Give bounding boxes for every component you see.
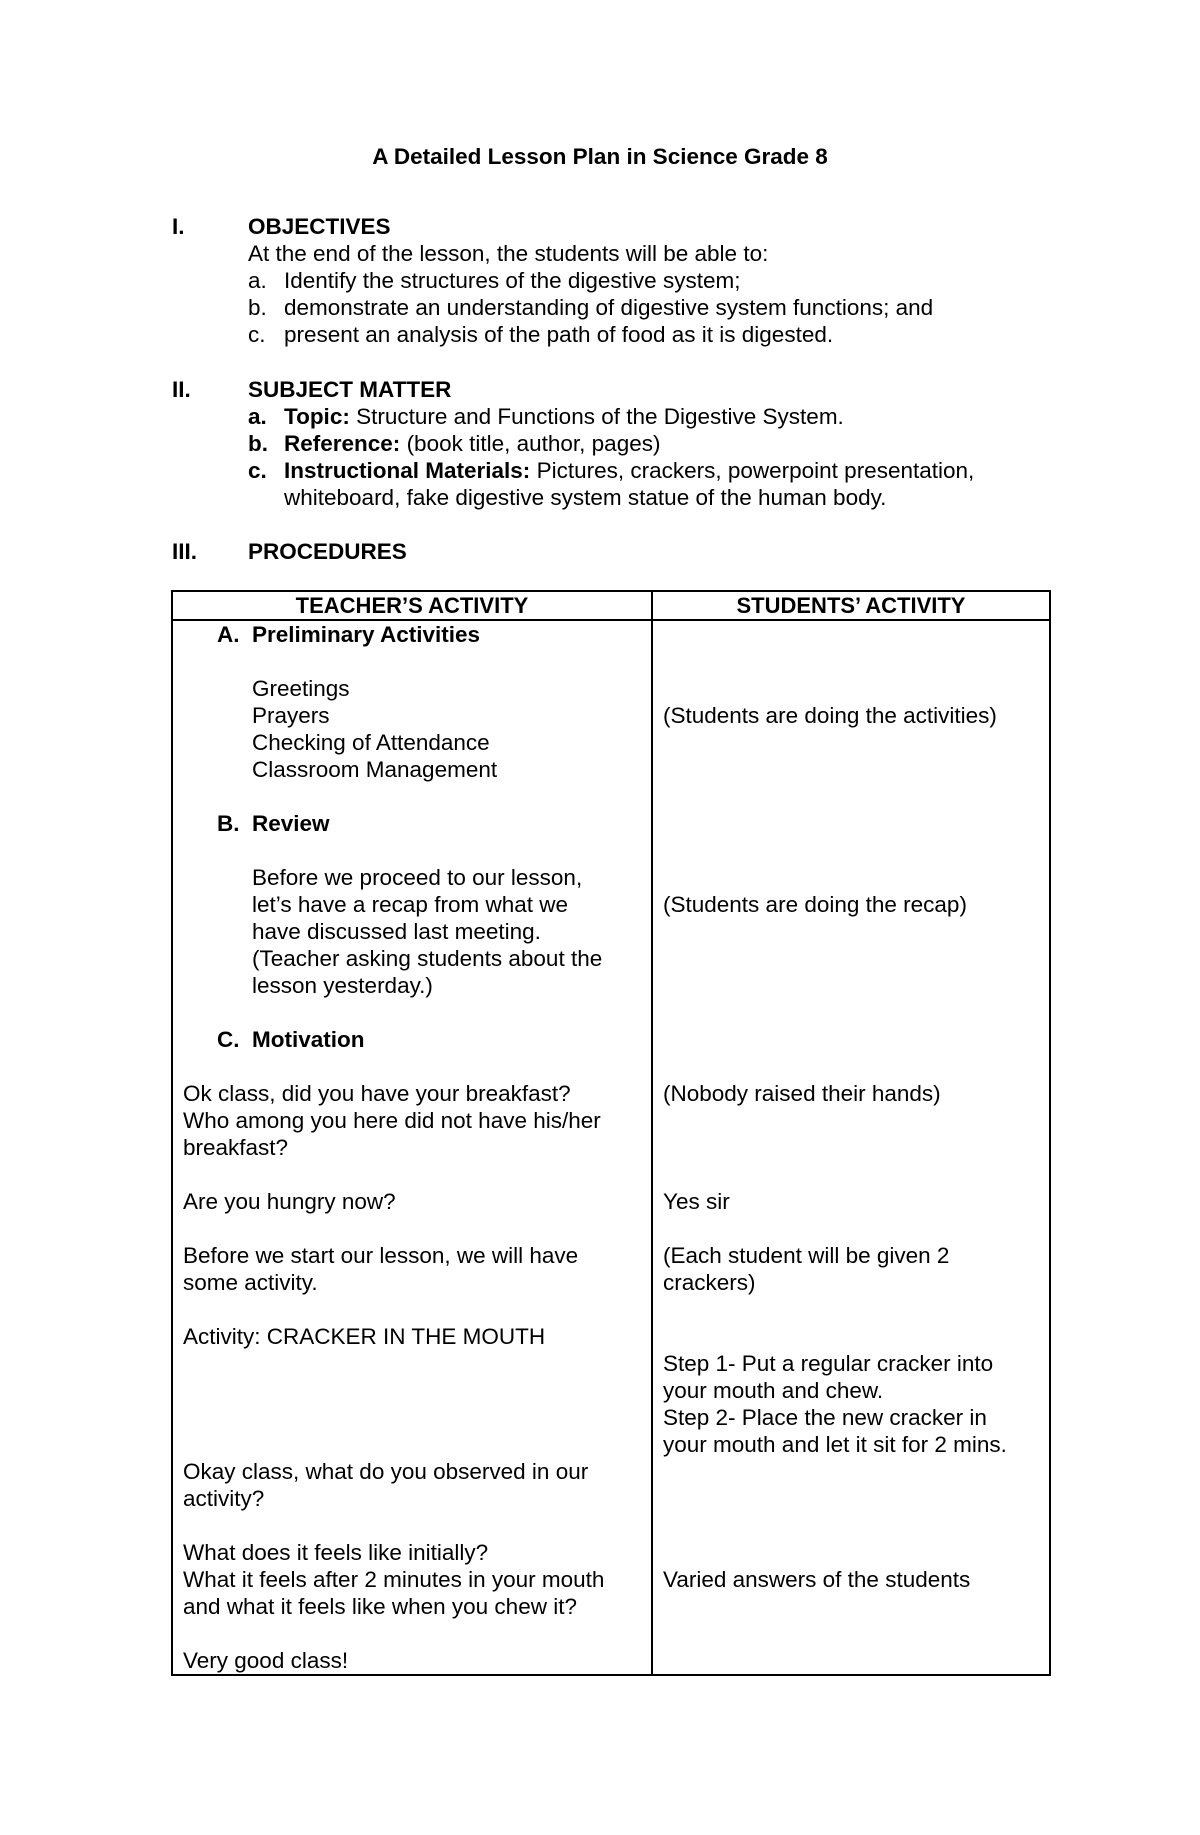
teacher-line: Ok class, did you have your breakfast?	[183, 1081, 571, 1106]
subject-matter-heading: SUBJECT MATTER	[248, 377, 452, 402]
preliminary-heading: A. Preliminary Activities	[217, 622, 481, 647]
review-line: (Teacher asking students about the	[252, 946, 603, 971]
procedures-heading: PROCEDURES	[248, 539, 407, 564]
preliminary-item: Prayers	[252, 703, 330, 728]
student-line: (Nobody raised their hands)	[663, 1081, 941, 1106]
review-line: lesson yesterday.)	[252, 973, 433, 998]
procedures-table	[171, 590, 1051, 1676]
motivation-heading: C. Motivation	[217, 1027, 365, 1052]
review-line: let’s have a recap from what we	[252, 892, 568, 917]
objective-item: c. present an analysis of the path of food as it is digested.	[248, 322, 834, 347]
preliminary-item: Classroom Management	[252, 757, 498, 782]
preliminary-item: Greetings	[252, 676, 350, 701]
step-line: your mouth and let it sit for 2 mins.	[663, 1432, 1007, 1457]
student-line: (Students are doing the recap)	[663, 892, 967, 917]
teacher-line: activity?	[183, 1486, 265, 1511]
review-heading: B. Review	[217, 811, 330, 836]
objectives-section	[172, 213, 1072, 348]
teacher-activity-column	[172, 620, 652, 1675]
subject-item-topic: a. Topic: Structure and Functions of the Digestive System.	[248, 404, 844, 429]
objectives-roman: I.	[172, 214, 185, 239]
review-line: have discussed last meeting.	[252, 919, 541, 944]
teacher-line: Very good class!	[183, 1648, 349, 1673]
objectives-intro: At the end of the lesson, the students will be able to:	[248, 241, 769, 266]
teacher-line: Are you hungry now?	[183, 1189, 396, 1214]
activity-title: Activity: CRACKER IN THE MOUTH	[183, 1324, 546, 1349]
procedures-roman: III.	[172, 539, 198, 564]
teacher-line: breakfast?	[183, 1135, 289, 1160]
subject-matter-roman: II.	[172, 377, 191, 402]
teacher-line: Before we start our lesson, we will have	[183, 1243, 579, 1268]
teacher-line: some activity.	[183, 1270, 318, 1295]
student-line: Yes sir	[663, 1189, 730, 1214]
students-activity-header: STUDENTS’ ACTIVITY	[652, 591, 1050, 620]
procedures-section	[172, 538, 1072, 565]
review-line: Before we proceed to our lesson,	[252, 865, 583, 890]
document-title: A Detailed Lesson Plan in Science Grade 8	[372, 144, 828, 169]
objectives-heading: OBJECTIVES	[248, 214, 391, 239]
student-line: (Each student will be given 2	[663, 1243, 950, 1268]
teacher-line: Okay class, what do you observed in our	[183, 1459, 589, 1484]
objective-item: a. Identify the structures of the digestive system;	[248, 268, 741, 293]
step-line: Step 1- Put a regular cracker into	[663, 1351, 994, 1376]
student-line: (Students are doing the activities)	[663, 703, 997, 728]
teacher-activity-header: TEACHER’S ACTIVITY	[172, 591, 652, 620]
subject-matter-section	[172, 376, 1072, 511]
subject-item-reference: b. Reference: (book title, author, pages)	[248, 431, 661, 456]
teacher-line: What does it feels like initially?	[183, 1540, 489, 1565]
objective-item: b. demonstrate an understanding of digestive system functions; and	[248, 295, 934, 320]
teacher-line: Who among you here did not have his/her	[183, 1108, 601, 1133]
student-line: crackers)	[663, 1270, 756, 1295]
preliminary-item: Checking of Attendance	[252, 730, 490, 755]
teacher-line: and what it feels like when you chew it?	[183, 1594, 577, 1619]
students-activity-column	[652, 620, 1050, 1675]
step-line: your mouth and chew.	[663, 1378, 884, 1403]
subject-item-materials: c. Instructional Materials: Pictures, crackers, powerpoint presentation, whiteboard, fake digestive system statue of the human body.	[248, 458, 975, 510]
step-line: Step 2- Place the new cracker in	[663, 1405, 987, 1430]
teacher-line: What it feels after 2 minutes in your mouth	[183, 1567, 605, 1592]
student-line: Varied answers of the students	[663, 1567, 971, 1592]
